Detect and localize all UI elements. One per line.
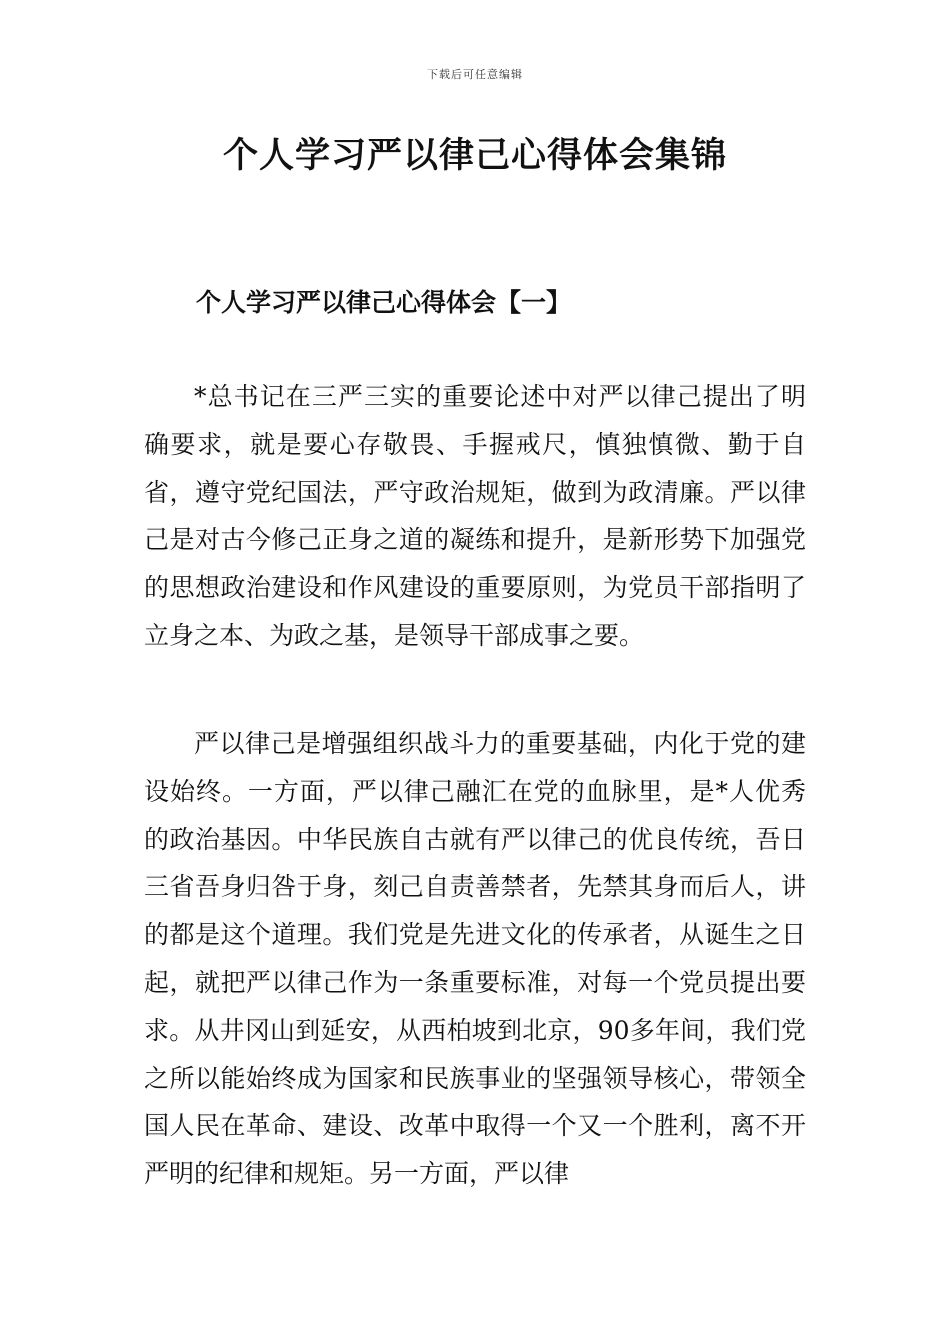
document-title: 个人学习严以律己心得体会集锦: [222, 136, 727, 176]
header-note: 下载后可任意编辑: [427, 68, 523, 81]
body-paragraph-2: 严以律己是增强组织战斗力的重要基础，内化于党的建设始终。一方面，严以律己融汇在党的血脉里，是*人优秀的政治基因。中华民族自古就有严以律己的优良传统，吾日三省吾身归咎于身，刻己自责善禁者，先禁其身而后人，讲的都是这个道理。我们党是先进文化的传承者，从诞生之日起，就把严以律己作为一条重要标准，对每一个党员提出要求。从井冈山到延安，从西柏坡到北京，90多年间，我们党之所以能始终成为国家和民族事业的坚强领导核心，带领全国人民在革命、建设、改革中取得一个又一个胜利，离不开严明的纪律和规矩。另一方面，严以律: [144, 729, 806, 1189]
section-heading: 个人学习严以律己心得体会【一】: [196, 288, 572, 317]
body-paragraph-1: *总书记在三严三实的重要论述中对严以律己提出了明确要求，就是要心存敬畏、手握戒尺，慎独慎微、勤于自省，遵守党纪国法，严守政治规矩，做到为政清廉。严以律己是对古今修己正身之道的凝练和提升，是新形势下加强党的思想政治建设和作风建设的重要原则，为党员干部指明了立身之本、为政之基，是领导干部成事之要。: [144, 382, 806, 650]
